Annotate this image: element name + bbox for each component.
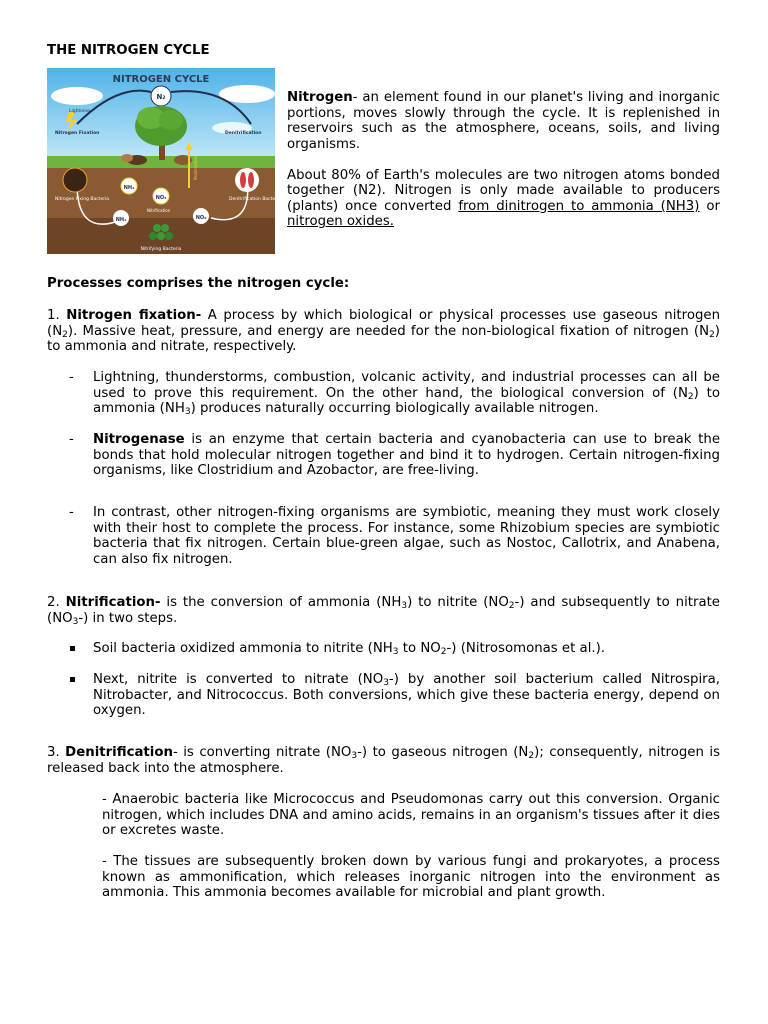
intro-text [287, 90, 720, 245]
document-title: THE NITROGEN CYCLE [47, 43, 210, 58]
nitrogen-cycle-illustration [47, 68, 282, 254]
dash-bullet: - [69, 432, 74, 447]
square-bullet [70, 646, 75, 651]
dash-bullet: - [69, 505, 74, 520]
fixing-bacteria-label: Nitrogen Fixing Bacteria [55, 197, 110, 202]
intro-paragraph-2 [287, 168, 720, 230]
nitrification-term: Nitrification- [65, 595, 161, 610]
denitrification-paragraph: 3. Denitrification- is converting nitrate $(NO_3-)$ to gaseous nitrogen $(N_2)$; consequently, nitrogen is released back into the atmosphere. [47, 745, 720, 776]
denitrification-label: Denitrification [225, 131, 262, 136]
nh4-label: NH₄ [123, 185, 135, 191]
n2-label: N₂ [156, 93, 166, 101]
intro-p1-text: - an element found in our planet's living and inorganic portions, moves slowly through the cycle. It is replenished in reservoirs such as the atmosphere, oceans, soils, and living organisms. [287, 90, 720, 152]
denitrification-note-1: - Anaerobic bacteria like Micrococcus and Pseudomonas carry out this conversion. Organic nitrogen, which includes DNA and amino acids, remains in an organism's tissues after it dies or excretes waste. [102, 792, 720, 838]
nitrification-label: Nitrification [147, 208, 171, 213]
figure-heading: NITROGEN CYCLE [112, 74, 210, 85]
intro-paragraph-1 [287, 90, 720, 152]
no3-label: NO₃ [155, 195, 167, 201]
intro-p2-text: About 80% of Earth's molecules are two nitrogen atoms bonded together (N2). Nitrogen is only made available to producers (plants) once converted [287, 167, 720, 214]
fixation-bullet-1: Lightning, thunderstorms, combustion, volcanic activity, and industrial processes can all be used to prove this requirement. On the other hand, the biological conversion of $(N_2)$ to ammonia $(NH_3)$ produces naturally occurring biologically available nitrogen. [93, 370, 720, 417]
assimilation-label: Assimilation [193, 155, 198, 180]
denitrification-note-2: - The tissues are subsequently broken down by various fungi and prokaryotes, a process known as ammonification, which releases inorganic nitrogen into the environment as ammonia. This ammonia becomes available for microbial and plant growth. [102, 854, 720, 900]
square-bullet [70, 677, 75, 682]
no2-label: NO₂ [195, 215, 207, 221]
dash-bullet: - [69, 370, 74, 385]
lightning-label: Lightning [69, 109, 91, 114]
fixation-bullet-2: Nitrogenase is an enzyme that certain bacteria and cyanobacteria can use to break the bonds that hold molecular nitrogen together and bind it to hydrogen. Certain nitrogen-fixing organisms, like Clostridium and Azobactor, are free-living. [93, 432, 720, 478]
nitrifying-bacteria-label: Nitrifying Bacteria [140, 247, 182, 252]
intro-p2-mid: or [699, 198, 720, 214]
denitrification-term: Denitrification [65, 745, 173, 760]
nh4-ground-label: NH₄ [115, 217, 127, 223]
processes-heading: Processes comprises the nitrogen cycle: [47, 276, 350, 291]
fixation-term: Nitrogen fixation- [66, 308, 202, 323]
dinitrogen-link[interactable]: from dinitrogen to ammonia (NH3) [458, 198, 700, 214]
fixation-paragraph: 1. Nitrogen fixation- A process by which biological or physical processes use gaseous nitrogen $(N_2)$. Massive heat, pressure, and energy are needed for the non-biological fixation of nitrogen $(N_2)$ to ammonia and nitrate, respectively. [47, 308, 721, 354]
nitrogen-term: Nitrogen [287, 90, 353, 105]
nitrification-paragraph: 2. Nitrification- is the conversion of ammonia $(NH_3)$ to nitrite $(NO_2-)$ and subsequently to nitrate $(NO_3-)$ in two steps. [47, 595, 720, 627]
nitrification-step-1: Soil bacteria oxidized ammonia to nitrite ($NH_3$ to $NO_2-$) (Nitrosomonas et al.). [93, 641, 606, 657]
fixation-bullet-3: In contrast, other nitrogen-fixing organisms are symbiotic, meaning they must work closely with their host to complete the process. For instance, some Rhizobium species are symbiotic bacteria that fix nitrogen. Certain blue-green algae, such as Nostoc, Callotrix, and Anabena, can also fix nitrogen. [93, 505, 720, 567]
denit-bacteria-label: Denitrification Bacteria [229, 197, 282, 202]
nitrogen-oxides-link[interactable]: nitrogen oxides. [287, 214, 394, 229]
nitrogenase-term: Nitrogenase [93, 432, 185, 447]
nitrification-step-2: Next, nitrite is converted to nitrate $(NO_3-)$ by another soil bacterium called Nitrospira, Nitrobacter, and Nitrococcus. Both conversions, which give these bacteria energy, depend on oxygen. [93, 672, 720, 718]
fixation-label: Nitrogen Fixation [55, 131, 100, 136]
